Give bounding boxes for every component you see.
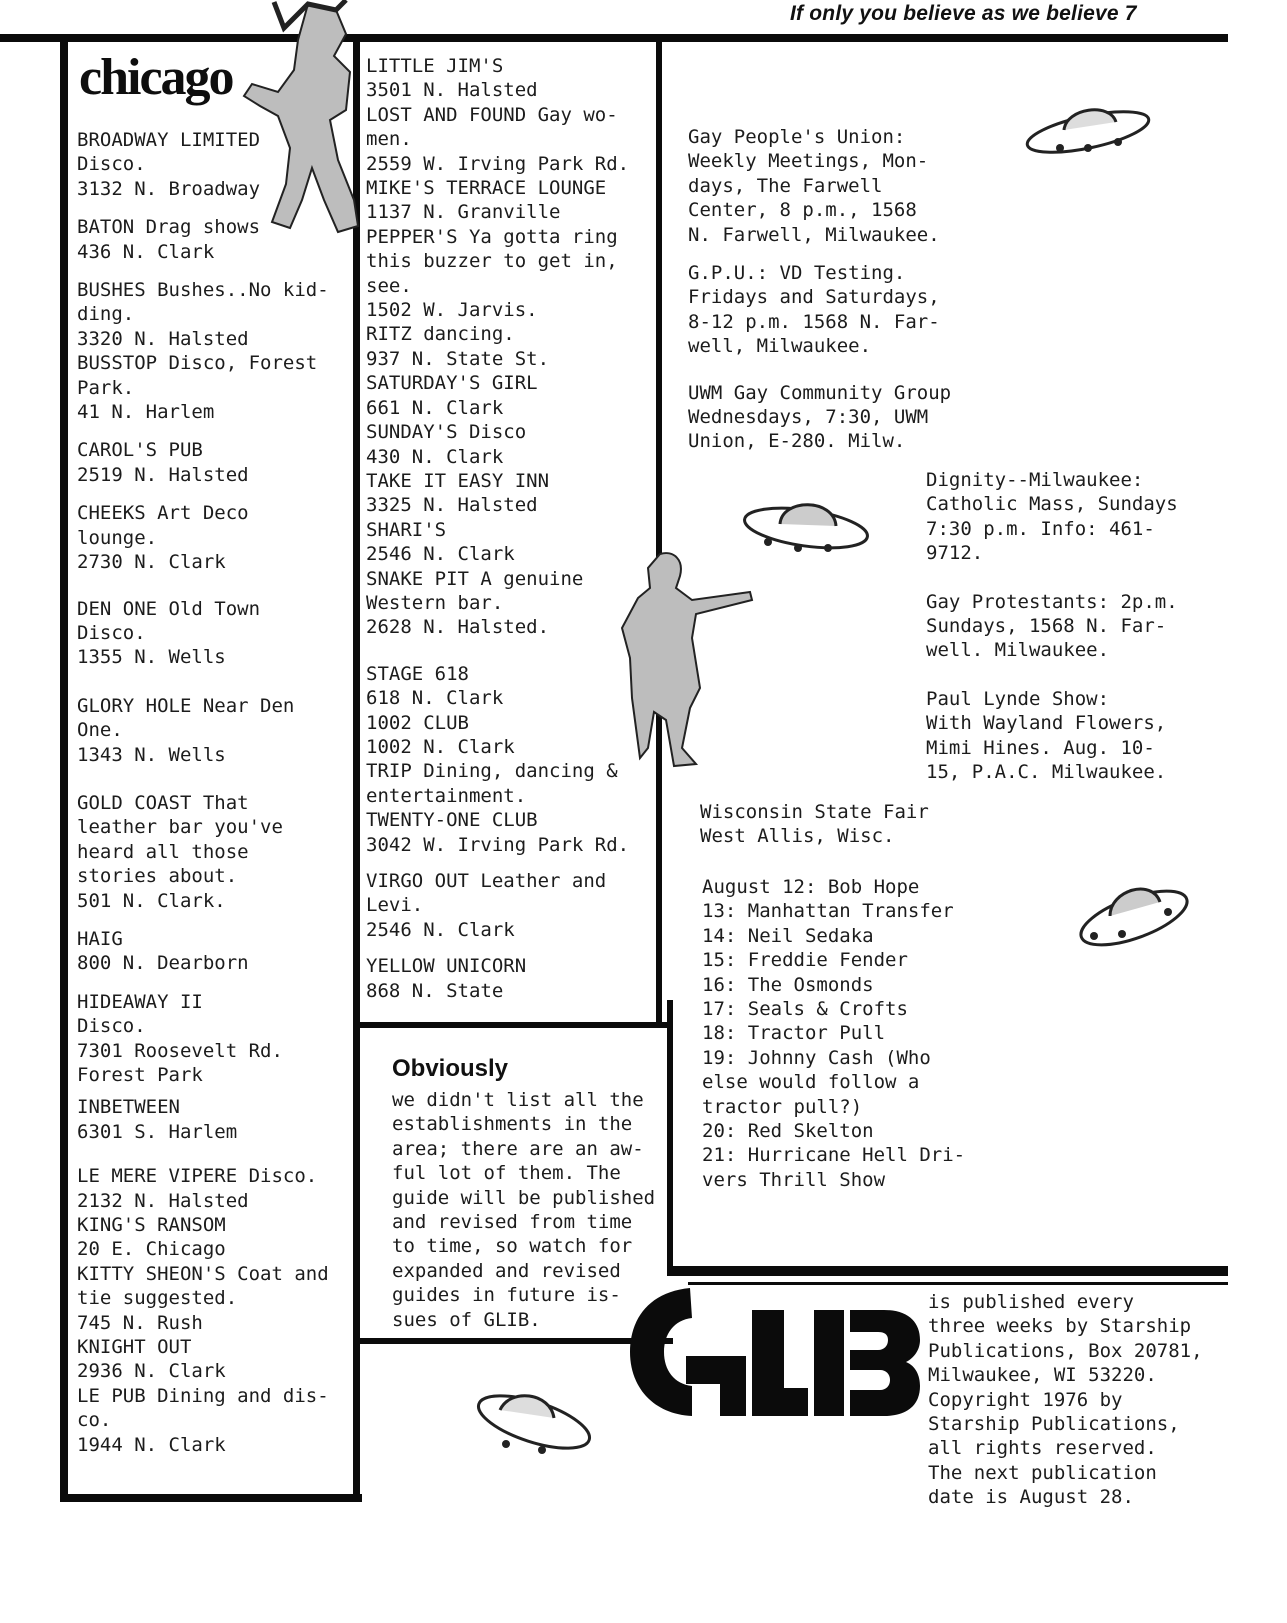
listing-entry: G.P.U.: VD Testing. Fridays and Saturdays, 8-12 p.m. 1568 N. Far- well, Milwaukee. [688, 262, 940, 358]
dancing-man-illustration [238, 0, 383, 240]
listing-entry: Dignity--Milwaukee: Catholic Mass, Sundays 7:30 p.m. Info: 461- 9712. [926, 469, 1178, 565]
chicago-listings-col1 [77, 128, 357, 1457]
listing-entry: STAGE 618 618 N. Clark [366, 662, 504, 710]
glib-logo [628, 1282, 920, 1424]
listing-entry: 1002 CLUB 1002 N. Clark [366, 711, 515, 758]
listing-entry: LITTLE JIM'S 3501 N. Halsted [366, 55, 538, 102]
listing-entry: LE PUB Dining and dis- co. 1944 N. Clark [77, 1384, 329, 1456]
listing-entry: KING'S RANSOM 20 E. Chicago [77, 1214, 226, 1261]
listing-entry: YELLOW UNICORN 868 N. State [366, 955, 527, 1002]
obviously-box-bottom [353, 1338, 673, 1344]
listing-entry: MIKE'S TERRACE LOUNGE 1137 N. Granville [366, 177, 607, 224]
masthead-text: is published every three weeks by Starship Publications, Box 20781, Milwaukee, WI 53220. Copyright 1976 by Starship Publications, all rights reserved. The next publication date is August 28. [928, 1291, 1203, 1509]
obviously-heading: Obviously [392, 1055, 509, 1082]
state-fair-heading: Wisconsin State Fair West Allis, Wisc. [700, 801, 929, 848]
chicago-listings-col2 [366, 54, 656, 1003]
listing-entry: HIDEAWAY II Disco. 7301 Roosevelt Rd. Forest Park [77, 990, 283, 1086]
flying-saucer-icon [470, 1380, 600, 1460]
listing-entry: SNAKE PIT A genuine Western bar. 2628 N. Halsted. [366, 567, 584, 639]
listing-entry: LE MERE VIPERE Disco. 2132 N. Halsted [77, 1165, 318, 1212]
flying-saucer-icon [738, 490, 874, 560]
listing-entry: INBETWEEN 6301 S. Harlem [77, 1096, 238, 1143]
listing-entry: SATURDAY'S GIRL 661 N. Clark [366, 372, 538, 419]
listing-entry: TWENTY-ONE CLUB 3042 W. Irving Park Rd. [366, 809, 630, 856]
milwaukee-events [926, 468, 1226, 784]
milwaukee-listings [688, 125, 1018, 454]
masthead-rule-thick [667, 1266, 1228, 1276]
obviously-box-top [353, 1022, 673, 1028]
page-header: If only you believe as we believe 7 [790, 2, 1137, 25]
listing-entry: UWM Gay Community Group Wednesdays, 7:30, UWM Union, E-280. Milw. [688, 381, 952, 453]
listing-entry: GLORY HOLE Near Den One. 1343 N. Wells [77, 694, 295, 766]
listing-entry: CHEEKS Art Deco lounge. 2730 N. Clark [77, 502, 249, 574]
listing-entry: TAKE IT EASY INN 3325 N. Halsted [366, 469, 550, 517]
listing-entry: SHARI'S 2546 N. Clark [366, 518, 515, 566]
listing-entry: SUNDAY'S Disco 430 N. Clark [366, 421, 527, 468]
listing-entry: DEN ONE Old Town Disco. 1355 N. Wells [77, 597, 261, 669]
column-divider-2 [656, 42, 662, 1026]
listing-entry: Gay People's Union: Weekly Meetings, Mon- days, The Farwell Center, 8 p.m., 1568 N. Farwell, Milwaukee. [688, 126, 940, 246]
header-rule [0, 34, 1228, 42]
listing-entry: VIRGO OUT Leather and Levi. 2546 N. Clark [366, 870, 607, 941]
bottom-border [60, 1494, 362, 1502]
listing-entry: BATON Drag shows 436 N. Clark [77, 216, 261, 263]
listing-entry: KITTY SHEON'S Coat and tie suggested. 745 N. Rush [77, 1262, 329, 1334]
chicago-title: chicago [79, 49, 233, 106]
listing-entry: Paul Lynde Show: With Wayland Flowers, Mimi Hines. Aug. 10- 15, P.A.C. Milwaukee. [926, 687, 1167, 784]
listing-entry: GOLD COAST That leather bar you've heard all those stories about. 501 N. Clark. [77, 791, 283, 912]
pointing-woman-illustration [620, 548, 760, 773]
listing-entry: BUSSTOP Disco, Forest Park. 41 N. Harlem [77, 352, 318, 424]
flying-saucer-icon [1020, 88, 1156, 158]
flying-saucer-icon [1072, 872, 1196, 952]
listing-entry: BROADWAY LIMITED Disco. 3132 N. Broadway [77, 129, 261, 200]
state-fair-schedule: August 12: Bob Hope 13: Manhattan Transfer 14: Neil Sedaka 15: Freddie Fender 16: The Osmonds 17: Seals & Crofts 18: Tractor Pull 19: Johnny Cash (Who else would follow a tractor pull?) 20: Red Skelton 21: Hurricane Hell Dri- vers Thrill Show [702, 876, 966, 1191]
listing-entry: CAROL'S PUB 2519 N. Halsted [77, 439, 249, 486]
obviously-body: we didn't list all the establishments in the area; there are an aw- ful lot of them. The guide will be published and revised from time to time, so watch for expanded and revised guides in future is- sues of GLIB. [392, 1089, 656, 1331]
left-column-border [60, 42, 68, 1502]
listing-entry: RITZ dancing. 937 N. State St. [366, 323, 550, 370]
listing-entry: LOST AND FOUND Gay wo- men. 2559 W. Irving Park Rd. [366, 103, 630, 175]
listing-entry: Gay Protestants: 2p.m. Sundays, 1568 N. Far- well. Milwaukee. [926, 590, 1178, 662]
listing-entry: TRIP Dining, dancing & entertainment. [366, 760, 618, 807]
listing-entry: KNIGHT OUT 2936 N. Clark [77, 1336, 226, 1383]
listing-entry: PEPPER'S Ya gotta ring this buzzer to get in, see. 1502 W. Jarvis. [366, 225, 618, 322]
listing-entry: HAIG 800 N. Dearborn [77, 927, 249, 975]
listing-entry: BUSHES Bushes..No kid- ding. 3320 N. Halsted [77, 279, 329, 350]
